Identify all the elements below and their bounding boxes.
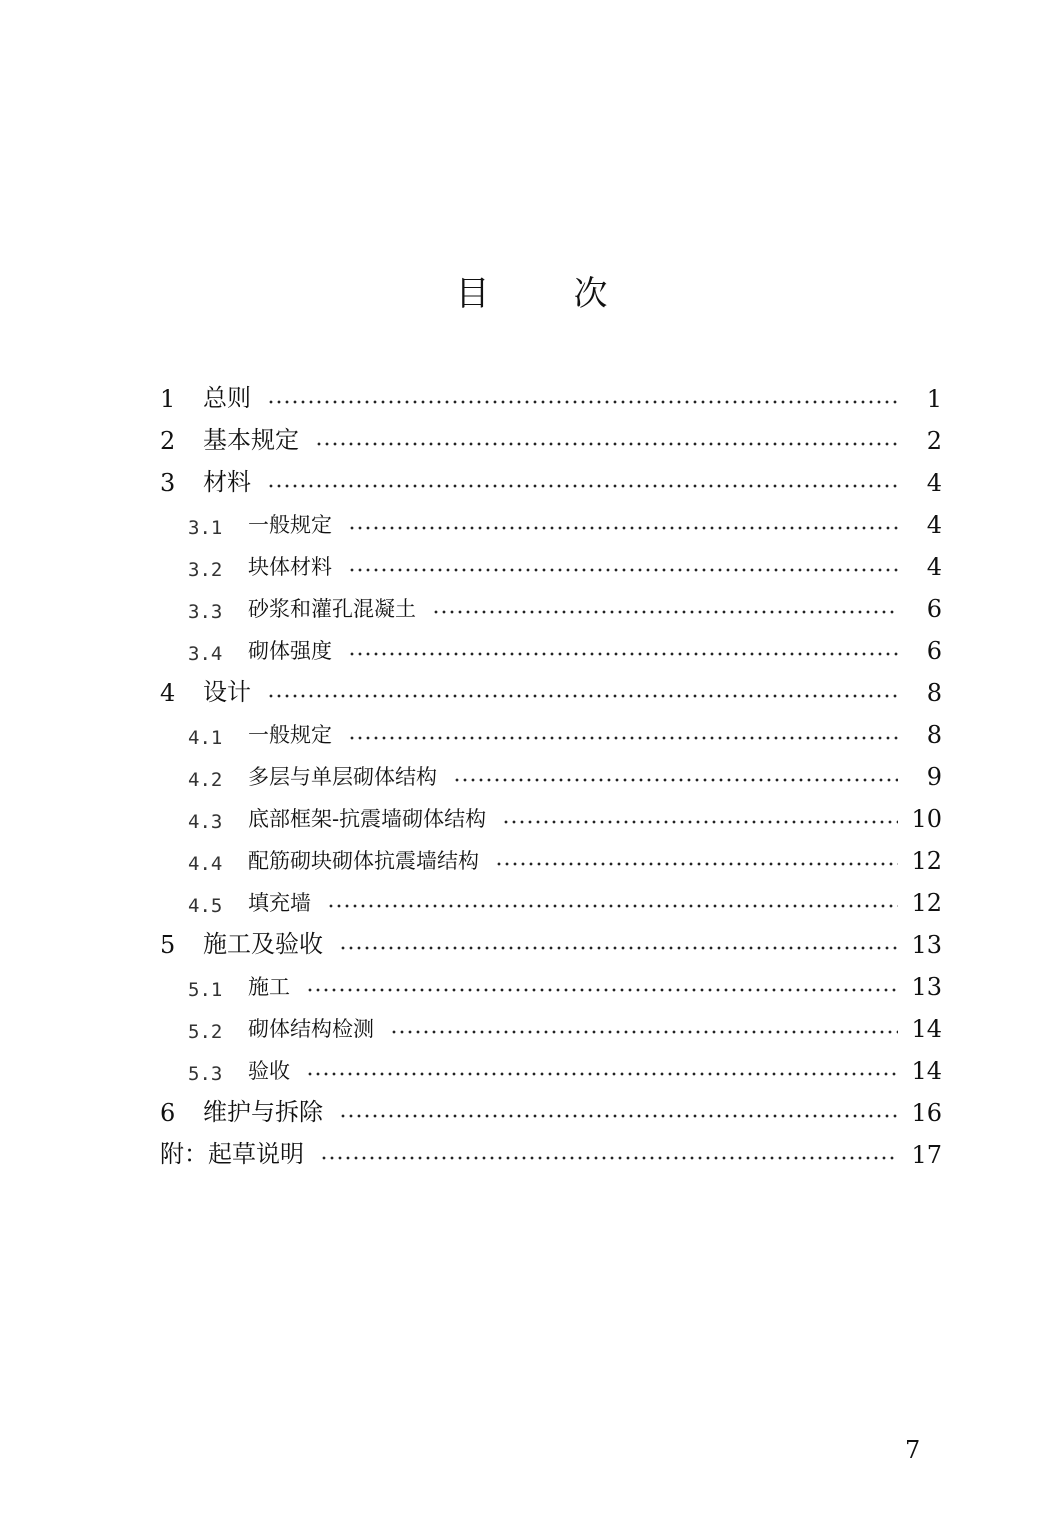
table-of-contents [160, 371, 942, 1169]
title-char: 目 [455, 274, 490, 314]
toc-entry-title: 填充墙 [248, 891, 311, 915]
toc-entry-number: 3.3 [188, 601, 223, 623]
toc-entry-number: 4 [160, 679, 176, 707]
toc-entry[interactable] [160, 749, 942, 791]
dot-leader [320, 1156, 898, 1160]
toc-entry[interactable] [160, 623, 942, 665]
toc-entry-page: 4 [926, 511, 942, 539]
dot-leader [348, 568, 898, 572]
dot-leader [315, 442, 898, 446]
dot-leader [453, 778, 898, 782]
toc-entry[interactable] [160, 455, 942, 497]
toc-entry-page: 12 [911, 889, 942, 917]
toc-entry[interactable] [160, 497, 942, 539]
toc-entry-number: 6 [160, 1099, 176, 1127]
dot-leader [390, 1030, 898, 1034]
toc-entry-number: 3 [160, 469, 176, 497]
toc-entry-title: 验收 [248, 1059, 290, 1083]
dot-leader [339, 1114, 898, 1118]
dot-leader [327, 904, 898, 908]
toc-entry[interactable] [160, 791, 942, 833]
toc-entry-number: 3.4 [188, 643, 223, 665]
toc-entry-number: 2 [160, 427, 176, 455]
toc-entry-page: 16 [911, 1099, 942, 1127]
toc-entry-page: 8 [926, 721, 942, 749]
toc-entry[interactable] [160, 1001, 942, 1043]
toc-entry-number: 1 [160, 385, 176, 413]
toc-entry-number: 5.3 [188, 1063, 223, 1085]
toc-entry[interactable] [160, 581, 942, 623]
toc-entry-title: 砂浆和灌孔混凝土 [248, 597, 416, 621]
toc-entry-page: 10 [911, 805, 942, 833]
toc-entry-number: 3.1 [188, 517, 223, 539]
dot-leader [267, 400, 898, 404]
toc-entry[interactable] [160, 1043, 942, 1085]
toc-entry-title: 配筋砌块砌体抗震墙结构 [248, 849, 479, 873]
toc-entry-title: 设计 [203, 678, 251, 706]
toc-entry-title: 施工 [248, 975, 290, 999]
toc-entry-page: 13 [911, 931, 942, 959]
toc-entry[interactable] [160, 1127, 942, 1169]
dot-leader [432, 610, 898, 614]
dot-leader [348, 652, 898, 656]
toc-entry-number: 4.2 [188, 769, 223, 791]
toc-entry[interactable] [160, 959, 942, 1001]
toc-entry-page: 6 [926, 595, 942, 623]
toc-entry-title: 砌体结构检测 [248, 1017, 374, 1041]
toc-entry-title: 材料 [203, 468, 251, 496]
toc-entry-page: 8 [926, 679, 942, 707]
page-title [0, 266, 1063, 315]
toc-entry[interactable] [160, 413, 942, 455]
toc-entry-title: 施工及验收 [203, 930, 323, 958]
toc-entry-title: 砌体强度 [248, 639, 332, 663]
toc-entry-number: 5.1 [188, 979, 223, 1001]
dot-leader [267, 694, 898, 698]
toc-entry-title: 总则 [203, 384, 251, 412]
toc-entry-number: 4.5 [188, 895, 223, 917]
toc-entry-page: 4 [926, 553, 942, 581]
toc-entry-page: 17 [911, 1141, 942, 1169]
toc-entry-page: 1 [926, 385, 942, 413]
toc-entry-title: 一般规定 [248, 723, 332, 747]
title-char: 次 [573, 274, 608, 314]
toc-entry-title: 附：起草说明 [160, 1140, 304, 1168]
toc-entry-page: 14 [911, 1015, 942, 1043]
page-number: 7 [905, 1436, 921, 1464]
toc-entry[interactable] [160, 1085, 942, 1127]
toc-entry[interactable] [160, 833, 942, 875]
toc-entry[interactable] [160, 875, 942, 917]
dot-leader [502, 820, 898, 824]
toc-entry-number: 4.1 [188, 727, 223, 749]
dot-leader [339, 946, 898, 950]
toc-entry-page: 12 [911, 847, 942, 875]
toc-entry-number: 5 [160, 931, 176, 959]
dot-leader [348, 736, 898, 740]
toc-entry[interactable] [160, 539, 942, 581]
toc-entry-page: 2 [926, 427, 942, 455]
dot-leader [306, 1072, 898, 1076]
dot-leader [495, 862, 898, 866]
toc-entry[interactable] [160, 371, 942, 413]
toc-entry[interactable] [160, 665, 942, 707]
dot-leader [267, 484, 898, 488]
toc-entry-title: 多层与单层砌体结构 [248, 765, 437, 789]
toc-entry-title: 维护与拆除 [203, 1098, 323, 1126]
toc-entry-page: 14 [911, 1057, 942, 1085]
dot-leader [306, 988, 898, 992]
toc-entry[interactable] [160, 917, 942, 959]
toc-entry[interactable] [160, 707, 942, 749]
toc-entry-number: 4.4 [188, 853, 223, 875]
toc-entry-title: 基本规定 [203, 426, 299, 454]
toc-entry-title: 块体材料 [248, 555, 332, 579]
dot-leader [348, 526, 898, 530]
toc-entry-number: 5.2 [188, 1021, 223, 1043]
toc-entry-number: 3.2 [188, 559, 223, 581]
toc-entry-page: 6 [926, 637, 942, 665]
toc-entry-page: 9 [926, 763, 942, 791]
toc-entry-page: 13 [911, 973, 942, 1001]
toc-entry-title: 底部框架-抗震墙砌体结构 [248, 807, 487, 831]
toc-entry-page: 4 [926, 469, 942, 497]
toc-entry-number: 4.3 [188, 811, 223, 833]
toc-entry-title: 一般规定 [248, 513, 332, 537]
